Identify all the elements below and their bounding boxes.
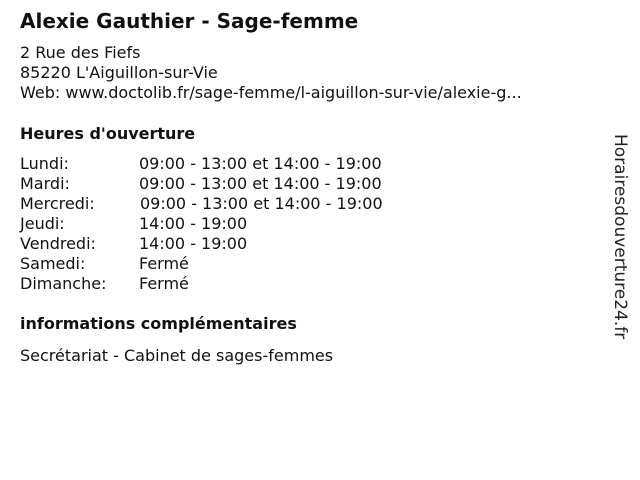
time-range: 09:00 - 13:00 et 14:00 - 19:00 [139, 174, 382, 193]
time-range: Fermé [139, 274, 189, 293]
website-line: Web: www.doctolib.fr/sage-femme/l-aiguillon-sur-vie/alexie-g... [20, 83, 522, 102]
address-block [20, 43, 522, 103]
time-range: Fermé [139, 254, 189, 273]
day-label: Vendredi: [20, 234, 96, 253]
hours-heading: Heures d'ouverture [20, 124, 196, 143]
day-label: Samedi: [20, 254, 86, 273]
time-range: 14:00 - 19:00 [139, 234, 248, 253]
info-heading: informations complémentaires [20, 314, 297, 333]
day-label: Mardi: [20, 174, 70, 193]
day-label: Lundi: [20, 154, 69, 173]
time-range: 14:00 - 19:00 [139, 214, 248, 233]
time-range: 09:00 - 13:00 et 14:00 - 19:00 [139, 154, 382, 173]
time-range: 09:00 - 13:00 et 14:00 - 19:00 [140, 194, 383, 213]
page-title: Alexie Gauthier - Sage-femme [20, 9, 359, 33]
info-text: Secrétariat - Cabinet de sages-femmes [20, 346, 334, 365]
address-street: 2 Rue des Fiefs [20, 43, 141, 62]
day-label: Jeudi: [20, 214, 65, 233]
watermark [610, 134, 630, 344]
day-label: Mercredi: [20, 194, 95, 213]
watermark-text: Horairesdouverture24.fr [610, 134, 630, 340]
day-label: Dimanche: [20, 274, 107, 293]
address-city: 85220 L'Aiguillon-sur-Vie [20, 63, 218, 82]
